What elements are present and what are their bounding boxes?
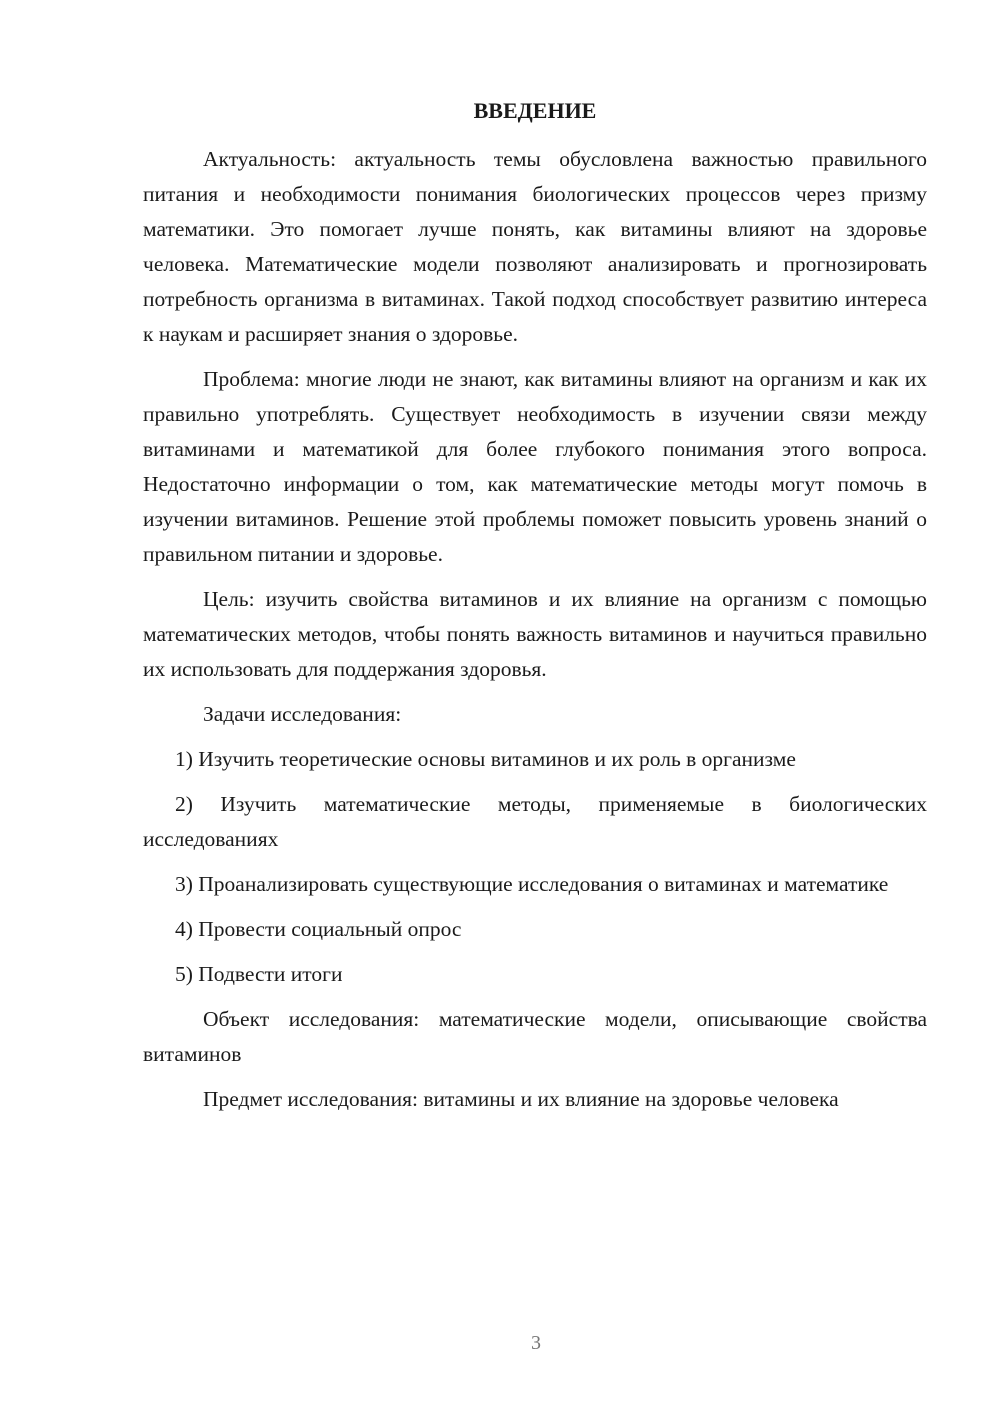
task-item-2: 2) Изучить математические методы, применяемые в биологических исследованиях: [143, 792, 927, 851]
task-item-5: 5) Подвести итоги: [175, 962, 343, 986]
task-item-4: 4) Провести социальный опрос: [175, 917, 462, 941]
goal-paragraph: Цель: изучить свойства витаминов и их влияние на организм с помощью математических методов, чтобы понять важность витаминов и научиться правильно их использовать для поддержания здоровья.: [143, 587, 927, 681]
page-content: [143, 96, 927, 1117]
task-item-3: 3) Проанализировать существующие исследования о витаминах и математике: [175, 872, 889, 896]
page-number: 3: [531, 1332, 541, 1354]
relevance-paragraph: Актуальность: актуальность темы обусловлена важностью правильного питания и необходимости понимания биологических процессов через призму математики. Это помогает лучше понять, как витамины влияют на здоровье человека. Математические модели позволяют анализировать и прогнозировать потребность организма в витаминах. Такой подход способствует развитию интереса к наукам и расширяет знания о здоровье.: [143, 147, 927, 346]
research-object-paragraph: Объект исследования: математические модели, описывающие свойства витаминов: [143, 1007, 927, 1066]
research-subject-paragraph: Предмет исследования: витамины и их влияние на здоровье человека: [203, 1087, 839, 1111]
tasks-heading: Задачи исследования:: [203, 702, 402, 726]
problem-paragraph: Проблема: многие люди не знают, как витамины влияют на организм и как их правильно употреблять. Существует необходимость в изучении связи между витаминами и математикой для более глубокого понимания этого вопроса. Недостаточно информации о том, как математические методы могут помочь в изучении витаминов. Решение этой проблемы поможет повысить уровень знаний о правильном питании и здоровье.: [143, 367, 927, 566]
page-title: ВВЕДЕНИЕ: [473, 98, 597, 123]
task-item-1: 1) Изучить теоретические основы витаминов и их роль в организме: [175, 747, 796, 771]
